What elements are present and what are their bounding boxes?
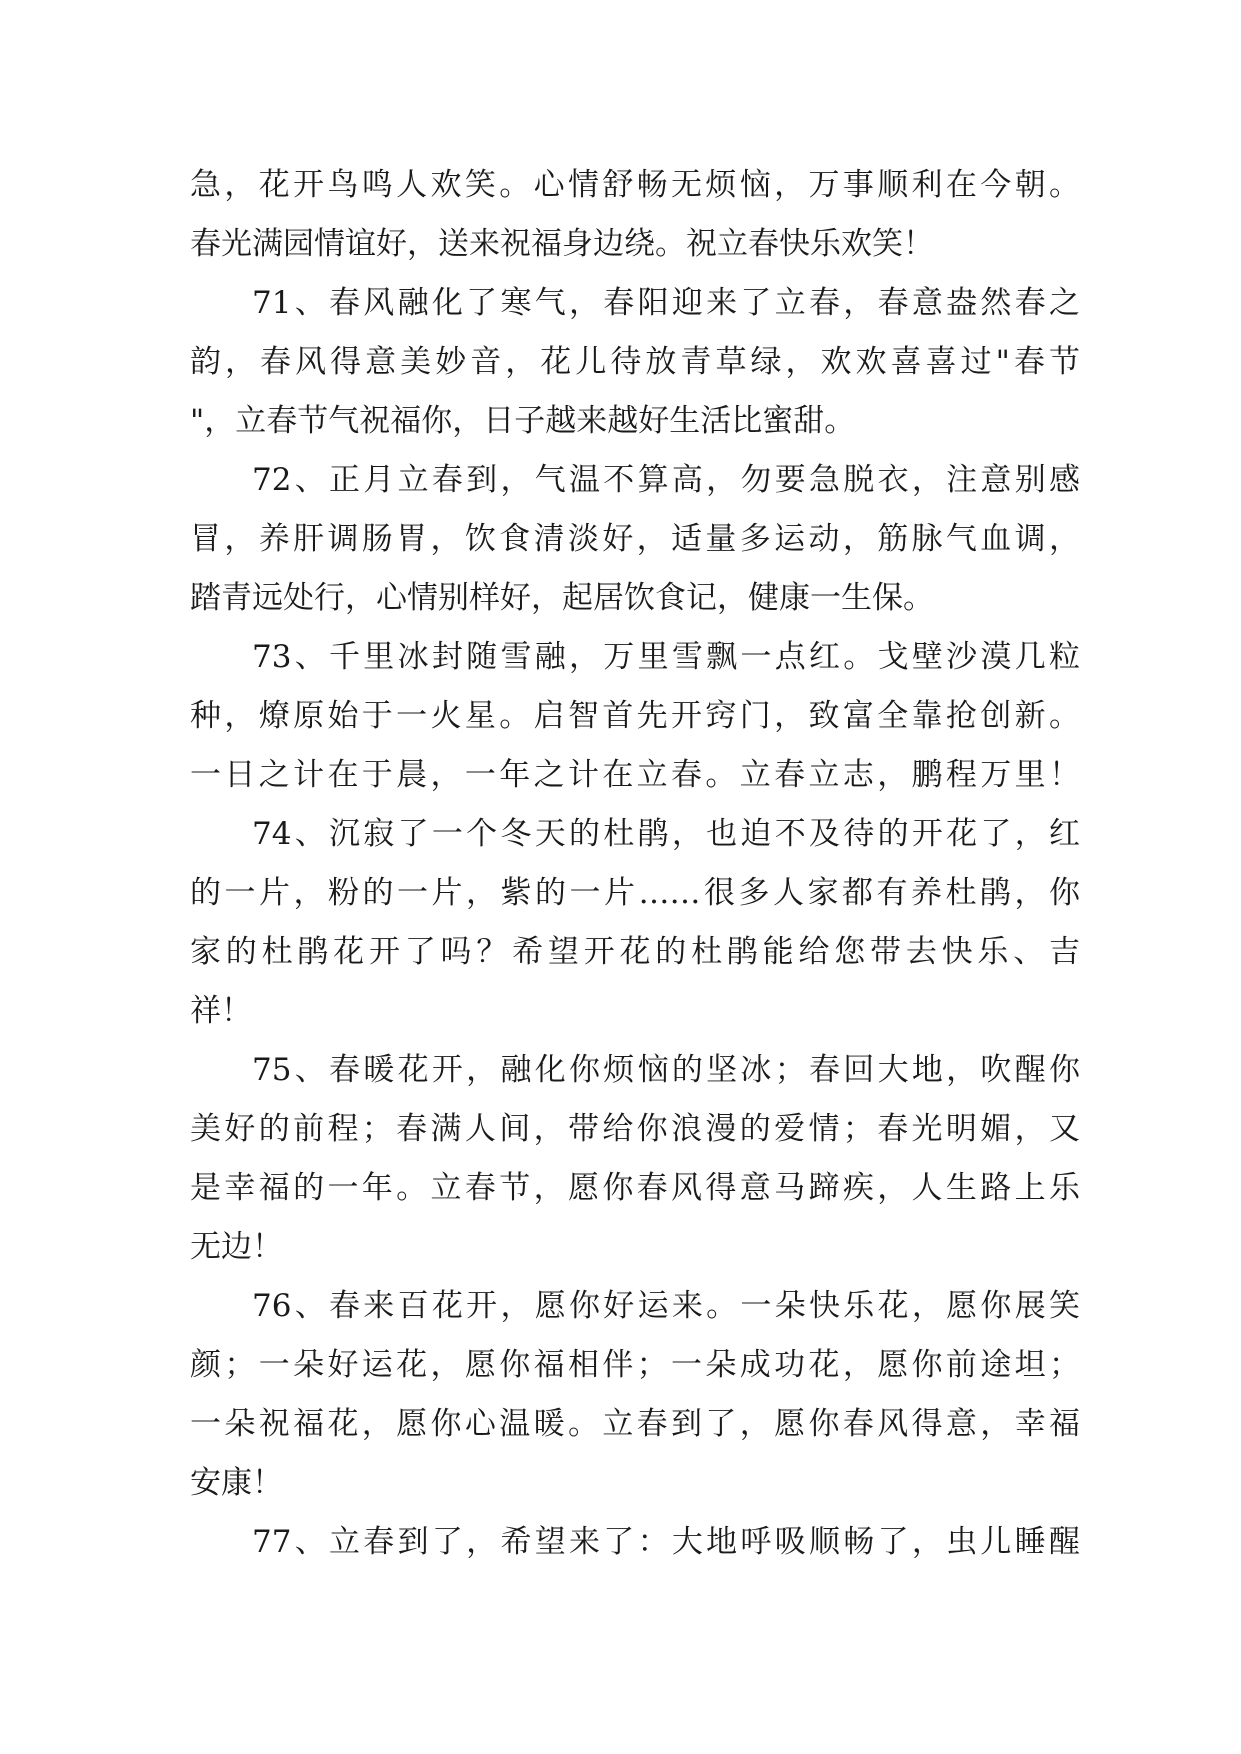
text-line: 急，花开鸟鸣人欢笑。心情舒畅无烦恼，万事顺利在今朝。	[190, 167, 1080, 203]
text-line: 颜；一朵好运花，愿你福相伴；一朵成功花，愿你前途坦；	[190, 1347, 1080, 1383]
text-line: "，立春节气祝福你，日子越来越好生活比蜜甜。	[190, 403, 856, 439]
text-line: 韵，春风得意美妙音，花儿待放青草绿，欢欢喜喜过"春节	[190, 344, 1080, 380]
paragraph-72-line: 72、正月立春到，气温不算高，勿要急脱衣，注意别感	[252, 462, 1080, 498]
paragraph-75-line: 75、春暖花开，融化你烦恼的坚冰；春回大地，吹醒你	[252, 1052, 1080, 1088]
paragraph-73-line: 73、千里冰封随雪融，万里雪飘一点红。戈壁沙漠几粒	[252, 639, 1080, 675]
paragraph-71-line: 71、春风融化了寒气，春阳迎来了立春，春意盎然春之	[252, 285, 1080, 321]
text-line: 美好的前程；春满人间，带给你浪漫的爱情；春光明媚，又	[190, 1111, 1080, 1147]
text-line: 种，燎原始于一火星。启智首先开窍门，致富全靠抢创新。	[190, 698, 1080, 734]
text-line: 冒，养肝调肠胃，饮食清淡好，适量多运动，筋脉气血调，	[190, 521, 1080, 557]
text-line: 春光满园情谊好，送来祝福身边绕。祝立春快乐欢笑！	[190, 226, 934, 262]
paragraph-77-line: 77、立春到了，希望来了：大地呼吸顺畅了，虫儿睡醒	[252, 1524, 1080, 1560]
text-line: 安康！	[190, 1465, 283, 1501]
text-line: 一日之计在于晨，一年之计在立春。立春立志，鹏程万里！	[190, 757, 1080, 793]
text-line: 的一片，粉的一片，紫的一片……很多人家都有养杜鹃，你	[190, 875, 1080, 911]
text-line: 无边！	[190, 1229, 283, 1265]
paragraph-76-line: 76、春来百花开，愿你好运来。一朵快乐花，愿你展笑	[252, 1288, 1080, 1324]
text-line: 是幸福的一年。立春节，愿你春风得意马蹄疾，人生路上乐	[190, 1170, 1080, 1206]
text-line: 一朵祝福花，愿你心温暖。立春到了，愿你春风得意，幸福	[190, 1406, 1080, 1442]
text-line: 家的杜鹃花开了吗？希望开花的杜鹃能给您带去快乐、吉	[190, 934, 1080, 970]
paragraph-74-line: 74、沉寂了一个冬天的杜鹃，也迫不及待的开花了，红	[252, 816, 1080, 852]
text-line: 踏青远处行，心情别样好，起居饮食记，健康一生保。	[190, 580, 934, 616]
text-line: 祥！	[190, 993, 252, 1029]
